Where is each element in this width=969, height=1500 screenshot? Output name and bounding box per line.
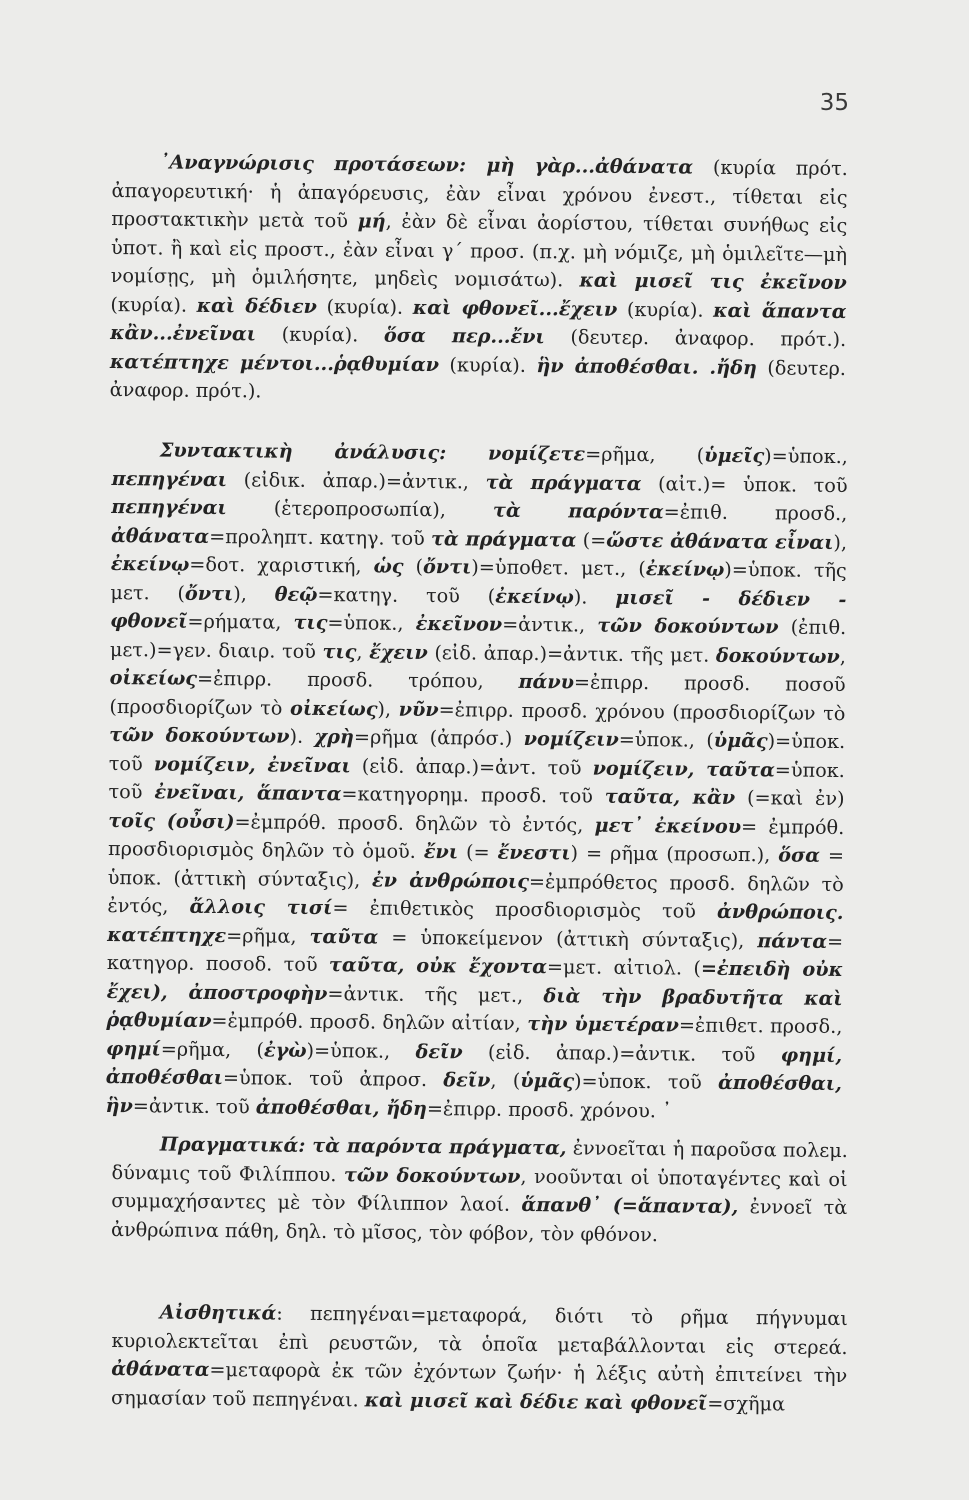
commentary-text: = ἐμπρόθ. προσδιορισμὸς δηλῶν τὸ ὁμοῦ. — [107, 814, 845, 864]
greek-term: Πραγματικά: τὰ παρόντα πράγματα, — [159, 1132, 567, 1160]
greek-term: ταῦτα — [309, 924, 379, 949]
greek-term: ὡς — [373, 554, 404, 578]
greek-term: διὰ τὴν βραδυτῆτα καὶ ῥᾳθυμίαν — [106, 983, 843, 1032]
greek-term: νομίζειν, ταῦτα — [592, 756, 775, 781]
commentary-text: ) = ρῆμα (προσωπ.), — [570, 841, 779, 867]
greek-term: καὶ δέδιεν — [196, 293, 318, 318]
greek-term: νομίζειν, ἐνεῖναι — [153, 751, 351, 777]
greek-term: Συντακτικὴ ἀνάλυσις: νομίζετε — [159, 438, 586, 466]
greek-term: καὶ ἅπαντα κἂν...ἐνεῖναι — [110, 298, 847, 346]
greek-term: ἔνεστι — [497, 840, 571, 865]
commentary-text: (εἰδ. ἀπαρ.)=ἀντικ. τοῦ — [462, 1039, 781, 1066]
greek-term: τὰ πράγματα — [430, 526, 577, 551]
commentary-text: ). — [573, 584, 616, 609]
greek-term: ὄντι — [422, 554, 472, 579]
greek-term: φημί — [106, 1036, 161, 1060]
commentary-text: =ἐμπρόθετος προσδ. δηλῶν τὸ ἐντός, — [107, 869, 844, 918]
commentary-text: ( — [403, 554, 424, 578]
commentary-text: =ρήματα, — [187, 609, 294, 634]
greek-term: ἀθάνατα — [110, 523, 210, 548]
commentary-text: (κυρία). — [438, 352, 537, 377]
greek-term: τις — [322, 639, 357, 663]
greek-term: ὅσα — [778, 843, 821, 867]
commentary-text: ), — [377, 697, 399, 721]
greek-term: πεπηγέναι — [111, 466, 228, 491]
greek-term: τὰ παρόντα — [492, 498, 664, 524]
greek-term: θεῷ — [274, 582, 318, 606]
greek-term: μή — [357, 209, 386, 233]
commentary-text: =ὑποκ., — [327, 611, 416, 635]
commentary-text: (ἐπιθ. μετ.)=γεν. διαιρ. τοῦ — [109, 615, 847, 663]
greek-term: νομίζειν — [523, 726, 619, 751]
commentary-text: )=ὑποκ. τοῦ — [108, 729, 846, 775]
greek-term: τις — [293, 610, 328, 635]
commentary-text: =μεταφορὰ ἐκ τῶν ἐχόντων ζωήν· ἡ λέξις αὐτὴ ἐπιτείνει τὴν σημασίαν τοῦ πεπηγέναι. — [110, 1357, 848, 1411]
greek-term: ὥστε ἀθάνατα εἶναι — [606, 528, 834, 554]
greek-term: ἐγὼ — [263, 1037, 307, 1062]
commentary-text: = κατηγορ. ποσοδ. τοῦ — [106, 929, 844, 977]
commentary-text: (ἑτεροπροσωπία), — [226, 496, 494, 522]
greek-term: ἣν ἀποθέσθαι. .ἤδη — [536, 353, 758, 379]
commentary-text: =ἐπιθετ. προσδ., — [678, 1013, 843, 1039]
paragraph — [111, 1298, 848, 1419]
greek-term: ἔχειν — [369, 639, 428, 664]
commentary-text: =ρῆμα, ( — [585, 442, 705, 467]
commentary-text: =ὑποκ. τοῦ ἀπροσ. — [222, 1066, 444, 1092]
greek-term: Αἰσθητικά — [159, 1300, 277, 1325]
commentary-text: (= — [576, 527, 607, 552]
section-syntactic-analysis — [105, 436, 848, 1127]
greek-term: ἐκείνῳ — [495, 584, 574, 608]
greek-term: πάντα — [757, 928, 828, 953]
greek-term: δεῖν — [443, 1068, 491, 1092]
greek-term: πάνυ — [518, 669, 575, 694]
commentary-text: ), — [833, 530, 848, 554]
greek-term: ὑμᾶς — [713, 728, 768, 753]
commentary-text: , — [839, 644, 847, 668]
commentary-text: (αἰτ.)= ὑποκ. τοῦ — [641, 471, 848, 497]
commentary-text: =ρῆμα (ἀπρόσ.) — [353, 725, 524, 750]
greek-term: τὰ πράγματα — [485, 470, 642, 495]
commentary-text: =ἐμπρόθ. προσδ. δηλῶν αἰτίαν, — [211, 1008, 528, 1036]
commentary-text: ἐννοεῖται ἡ παροῦσα πολεμ. δύναμις τοῦ Φιλίππου. — [111, 1136, 848, 1186]
commentary-text: (δευτερ. ἀναφορ. πρότ.). — [109, 355, 847, 403]
greek-term: ἐκεῖνον — [415, 611, 503, 636]
section-factual-notes — [111, 1130, 848, 1251]
paragraph — [105, 436, 848, 1127]
commentary-text: , ἐὰν δὲ εἶναι ἀορίστου, τίθεται συνήθως εἰς ὑποτ. ἢ καὶ εἰς προστ., ἐὰν εἶναι γ΄ προσ. (π.χ. μὴ νόμιζε, μὴ ὁμιλεῖτε—μὴ νομίσῃς, μὴ ὁμιλήσητε, μηδεὶς νομισάτω). — [110, 209, 848, 292]
greek-term: ἄλλοις τισί — [189, 894, 333, 920]
commentary-text: , ( — [490, 1068, 521, 1092]
greek-term: ἐκείνῳ — [645, 557, 725, 581]
greek-term: ἀποθέσθαι, ἤδη — [255, 1094, 428, 1120]
commentary-text: =ἀντικ. τοῦ — [132, 1093, 256, 1118]
greek-term: ἀνθρώποις. κατέπτηχε — [107, 899, 844, 947]
greek-term: ἔνι — [423, 840, 459, 864]
page-number: 35 — [819, 90, 849, 116]
commentary-text: =ἐμπρόθ. προσδ. δηλῶν τὸ ἐντός, — [234, 809, 595, 837]
commentary-text: (=καὶ ἐν) — [735, 785, 845, 811]
commentary-text: ). — [289, 724, 315, 748]
commentary-text: (δευτερ. ἀναφορ. πρότ.). — [544, 325, 847, 352]
commentary-text: , — [356, 639, 370, 663]
commentary-text: =ἀντικ. τῆς μετ., — [327, 981, 544, 1007]
commentary-text: (εἰδ. ἀπαρ.)=ἀντ. τοῦ — [350, 753, 593, 780]
greek-term: καὶ μισεῖ τις ἐκεῖνον — [579, 268, 847, 295]
commentary-text: =κατηγορημ. προσδ. τοῦ — [341, 782, 605, 808]
commentary-text: (κυρία). — [110, 292, 197, 317]
commentary-text: )=ὑποκ., — [764, 444, 848, 469]
greek-term: δεῖν — [415, 1039, 463, 1063]
commentary-text: =ἐπιρρ. προσδ. τρόπου, — [196, 666, 519, 693]
greek-term: ταῦτα, οὐκ ἔχοντα — [328, 953, 548, 979]
commentary-text: (εἰδ. ἀπαρ.)=ἀντικ. τῆς μετ. — [427, 640, 717, 667]
commentary-text: =μετ. αἰτιολ. ( — [546, 955, 702, 980]
commentary-text: (κυρία). — [316, 294, 413, 319]
greek-term: ᾿Αναγνώρισις προτάσεων: μὴ γὰρ...ἀθάνατα — [159, 150, 694, 179]
greek-term: οἰκείως — [289, 696, 378, 721]
commentary-text: =ρῆμα, — [226, 923, 310, 948]
greek-term: δοκούντων — [715, 643, 840, 668]
greek-term: ἅπανθ᾽ (=ἅπαντα), — [521, 1192, 739, 1219]
greek-term: ἐν ἀνθρώποις — [371, 868, 530, 893]
greek-term: ἀποθέσθαι, ἣν — [105, 1070, 842, 1117]
commentary-text: =ἐπιρρ. προσδ. χρόνου. ᾿ — [426, 1096, 672, 1122]
commentary-text: =κατηγ. τοῦ ( — [317, 582, 496, 608]
commentary-text: (κυρία). — [617, 297, 714, 322]
commentary-text: =ὑποκ. τοῦ — [108, 757, 845, 804]
greek-term: ἐνεῖναι, ἅπαντα — [154, 780, 342, 806]
greek-term: ὄντι — [184, 581, 234, 605]
commentary-text: : πεπηγέναι=μεταφορά, διότι τὸ ρῆμα πήγνυμαι κυριολεκτεῖται ἐπὶ ρευστῶν, τὰ ὁποῖα μεταβάλλονται εἰς στερεά. — [111, 1301, 848, 1359]
commentary-text: =ἀντικ., — [502, 612, 598, 637]
greek-term: καὶ φθονεῖ...ἔχειν — [412, 295, 618, 321]
greek-term: μισεῖ - δέδιεν - φθονεῖ — [110, 585, 847, 633]
commentary-text: (= — [457, 840, 498, 864]
commentary-text: =προληπτ. κατηγ. τοῦ — [209, 524, 432, 550]
greek-term: καὶ μισεῖ καὶ δέδιε καὶ φθονεῖ — [364, 1387, 708, 1415]
paragraph — [110, 148, 848, 412]
greek-term: ὑμεῖς — [704, 443, 765, 468]
greek-term: μετ᾽ ἐκείνου — [594, 813, 742, 838]
greek-term: χρὴ — [314, 724, 355, 749]
commentary-text: = ὑποκείμενον (ἀττικὴ σύνταξις), — [378, 925, 758, 952]
greek-term: πεπηγέναι — [111, 494, 227, 520]
commentary-text: , νοοῦνται οἱ ὑποταγέντες καὶ οἱ συμμαχήσαντες μὲ τὸν Φίλιππον λαοί. — [111, 1164, 848, 1216]
greek-term: οἰκείως — [109, 665, 198, 690]
section-proposition-recognition — [110, 148, 848, 412]
commentary-text: =ἐπιρρ. προσδ. ποσοῦ (προσδιορίζων τὸ — [109, 670, 846, 720]
greek-term: ὅσα περ...ἔνι — [383, 323, 545, 349]
commentary-text: =ἐπιρρ. προσδ. χρόνου (προσδιορίζων τὸ — [438, 697, 846, 725]
commentary-text: =ὑποκ., ( — [618, 727, 714, 752]
paragraph — [111, 1130, 848, 1251]
commentary-text: (κυρία πρότ. ἀπαγορευτική· ἡ ἀπαγόρευσις, ἐὰν εἶναι χρόνου ἐνεστ., τίθεται εἰς προστακτικὴν μετὰ τοῦ — [111, 155, 848, 233]
commentary-text: )=ὑποκ. τῆς μετ. ( — [110, 557, 847, 605]
greek-term: ἀθάνατα — [111, 1356, 210, 1381]
greek-term: φημί, ἀποθέσθαι — [105, 1042, 843, 1090]
commentary-text: (κυρία). — [255, 322, 385, 347]
commentary-text: ), — [233, 581, 275, 606]
commentary-text: = ἐπιθετικὸς προσδιορισμὸς τοῦ — [332, 896, 718, 923]
greek-term: τὴν ὑμετέραν — [527, 1012, 680, 1037]
greek-term: κατέπτηχε μέντοι...ῥᾳθυμίαν — [109, 349, 440, 376]
commentary-text: =ρῆμα, ( — [160, 1036, 265, 1061]
greek-term: ἐκείνῳ — [110, 551, 190, 576]
commentary-text: ἐννοεῖ τὰ ἀνθρώπινα πάθη, δηλ. τὸ μῖσος, τὸν φόβον, τὸν φθόνον. — [110, 1195, 848, 1246]
commentary-text: =ἐπιθ. προσδ., — [663, 500, 848, 526]
greek-term: τῶν δοκούντων — [109, 722, 290, 748]
commentary-text: = ὑποκ. (ἀττικὴ σύνταξις), — [107, 843, 845, 892]
greek-term: τῶν δοκούντων — [597, 613, 779, 639]
commentary-text: )=ὑποκ., — [306, 1038, 416, 1063]
commentary-text: =σχῆμα — [707, 1391, 786, 1415]
commentary-text: )=ὑποθετ. μετ., ( — [471, 555, 646, 581]
section-aesthetic-notes — [111, 1298, 848, 1419]
commentary-text: )=ὑποκ. τοῦ — [574, 1069, 719, 1094]
greek-term: ταῦτα, κἂν — [604, 784, 736, 809]
greek-term: =ἐπειδὴ οὐκ ἔχει), ἀποστροφὴν — [106, 956, 844, 1005]
commentary-text: (εἰδικ. ἀπαρ.)=ἀντικ., — [226, 467, 486, 494]
greek-term: τῶν δοκούντων — [343, 1162, 521, 1188]
commentary-text: =δοτ. χαριστική, — [189, 552, 374, 578]
greek-term: ὑμᾶς — [520, 1068, 575, 1093]
greek-term: νῦν — [398, 697, 439, 721]
greek-term: τοῖς (οὖσι) — [108, 808, 235, 833]
